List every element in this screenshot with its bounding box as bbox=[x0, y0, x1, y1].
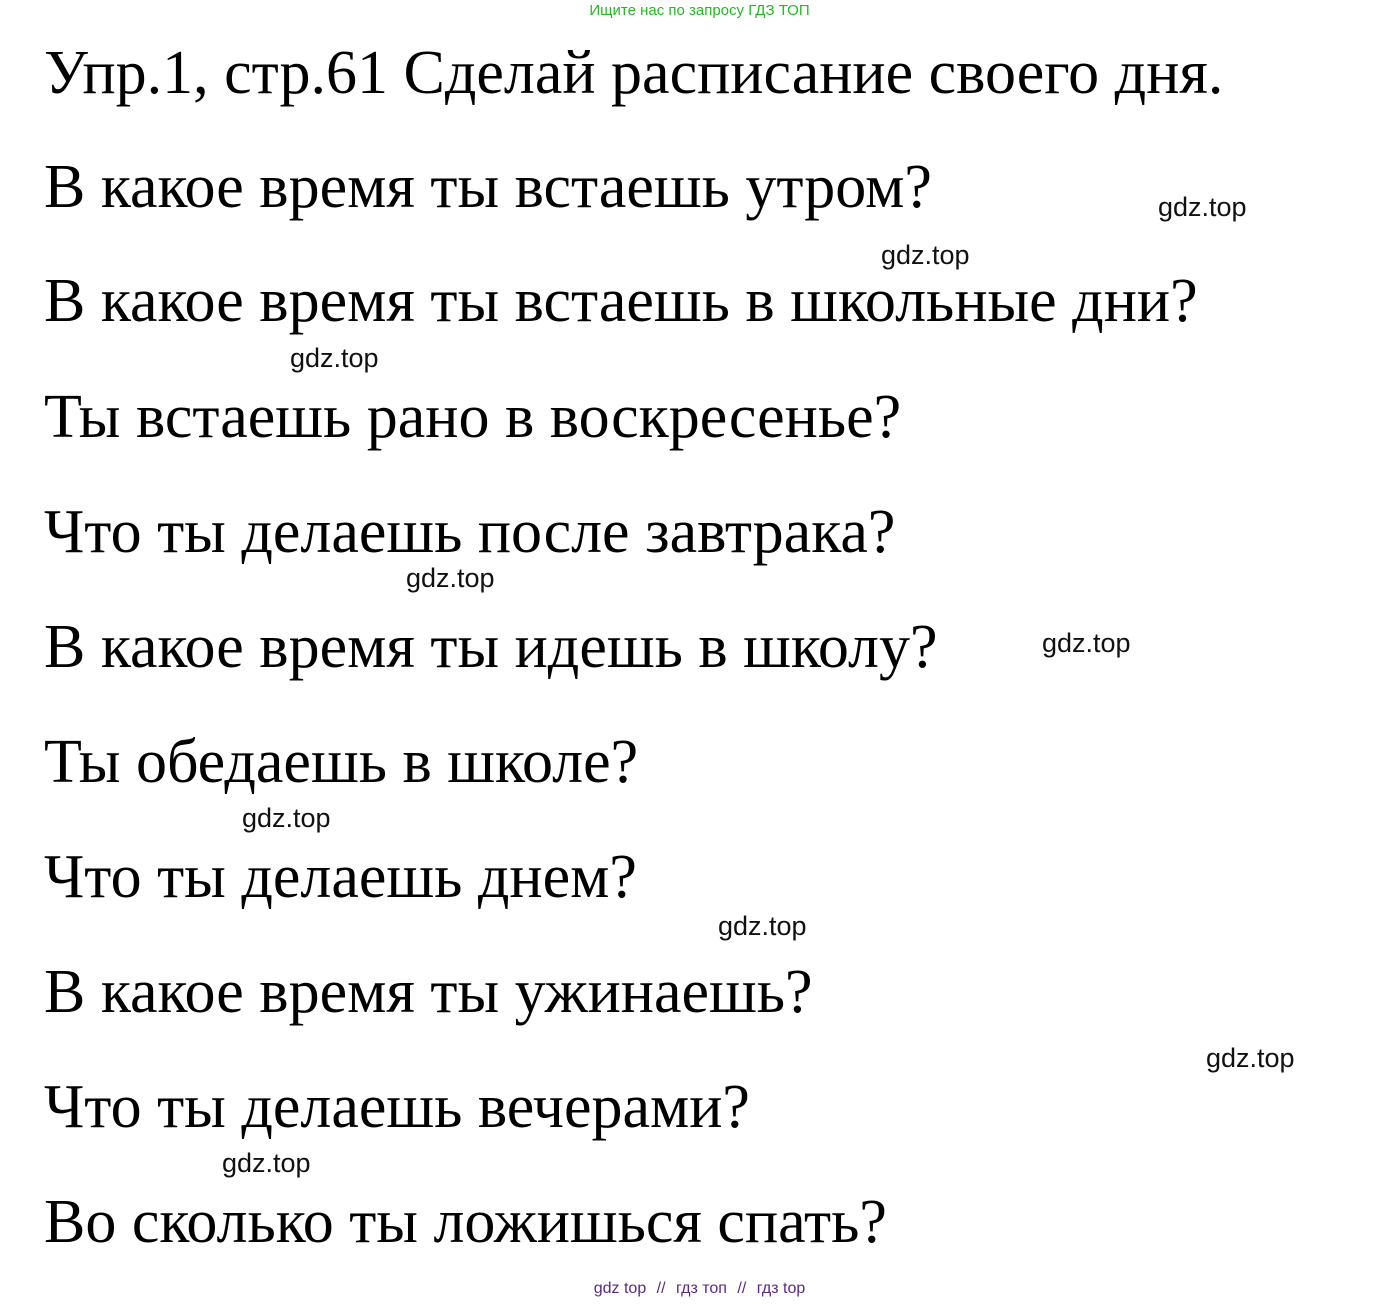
watermark: gdz.top bbox=[406, 563, 495, 593]
question-3: Ты встаешь рано в воскресенье? bbox=[44, 383, 902, 451]
watermark: gdz.top bbox=[222, 1148, 311, 1178]
footer-separator: // bbox=[656, 1280, 666, 1297]
footer-link-gdz-top-ru[interactable]: гдз топ bbox=[676, 1280, 727, 1297]
question-5: В какое время ты идешь в школу? bbox=[44, 613, 938, 681]
footer-link-gdz-top-mixed[interactable]: гдз top bbox=[756, 1280, 806, 1297]
watermark: gdz.top bbox=[1206, 1043, 1295, 1073]
footer-separator: // bbox=[737, 1280, 747, 1297]
watermark: gdz.top bbox=[1158, 192, 1247, 222]
question-1: В какое время ты встаешь утром? bbox=[44, 153, 932, 221]
question-4: Что ты делаешь после завтрака? bbox=[44, 498, 896, 566]
question-7: Что ты делаешь днем? bbox=[44, 843, 637, 911]
footer-link-gdz-top[interactable]: gdz top bbox=[593, 1280, 647, 1297]
footer bbox=[0, 1280, 1399, 1298]
watermark: gdz.top bbox=[242, 803, 331, 833]
question-2: В какое время ты встаешь в школьные дни? bbox=[44, 267, 1198, 335]
watermark: gdz.top bbox=[290, 343, 379, 373]
question-10: Во сколько ты ложишься спать? bbox=[44, 1188, 887, 1256]
watermark: gdz.top bbox=[718, 911, 807, 941]
watermark: gdz.top bbox=[881, 240, 970, 270]
question-8: В какое время ты ужинаешь? bbox=[44, 958, 813, 1026]
exercise-heading: Упр.1, стр.61 Сделай расписание своего дня. bbox=[44, 39, 1224, 107]
question-6: Ты обедаешь в школе? bbox=[44, 728, 639, 796]
watermark: gdz.top bbox=[1042, 628, 1131, 658]
question-9: Что ты делаешь вечерами? bbox=[44, 1073, 750, 1141]
top-banner: Ищите нас по запросу ГДЗ ТОП bbox=[589, 2, 810, 19]
